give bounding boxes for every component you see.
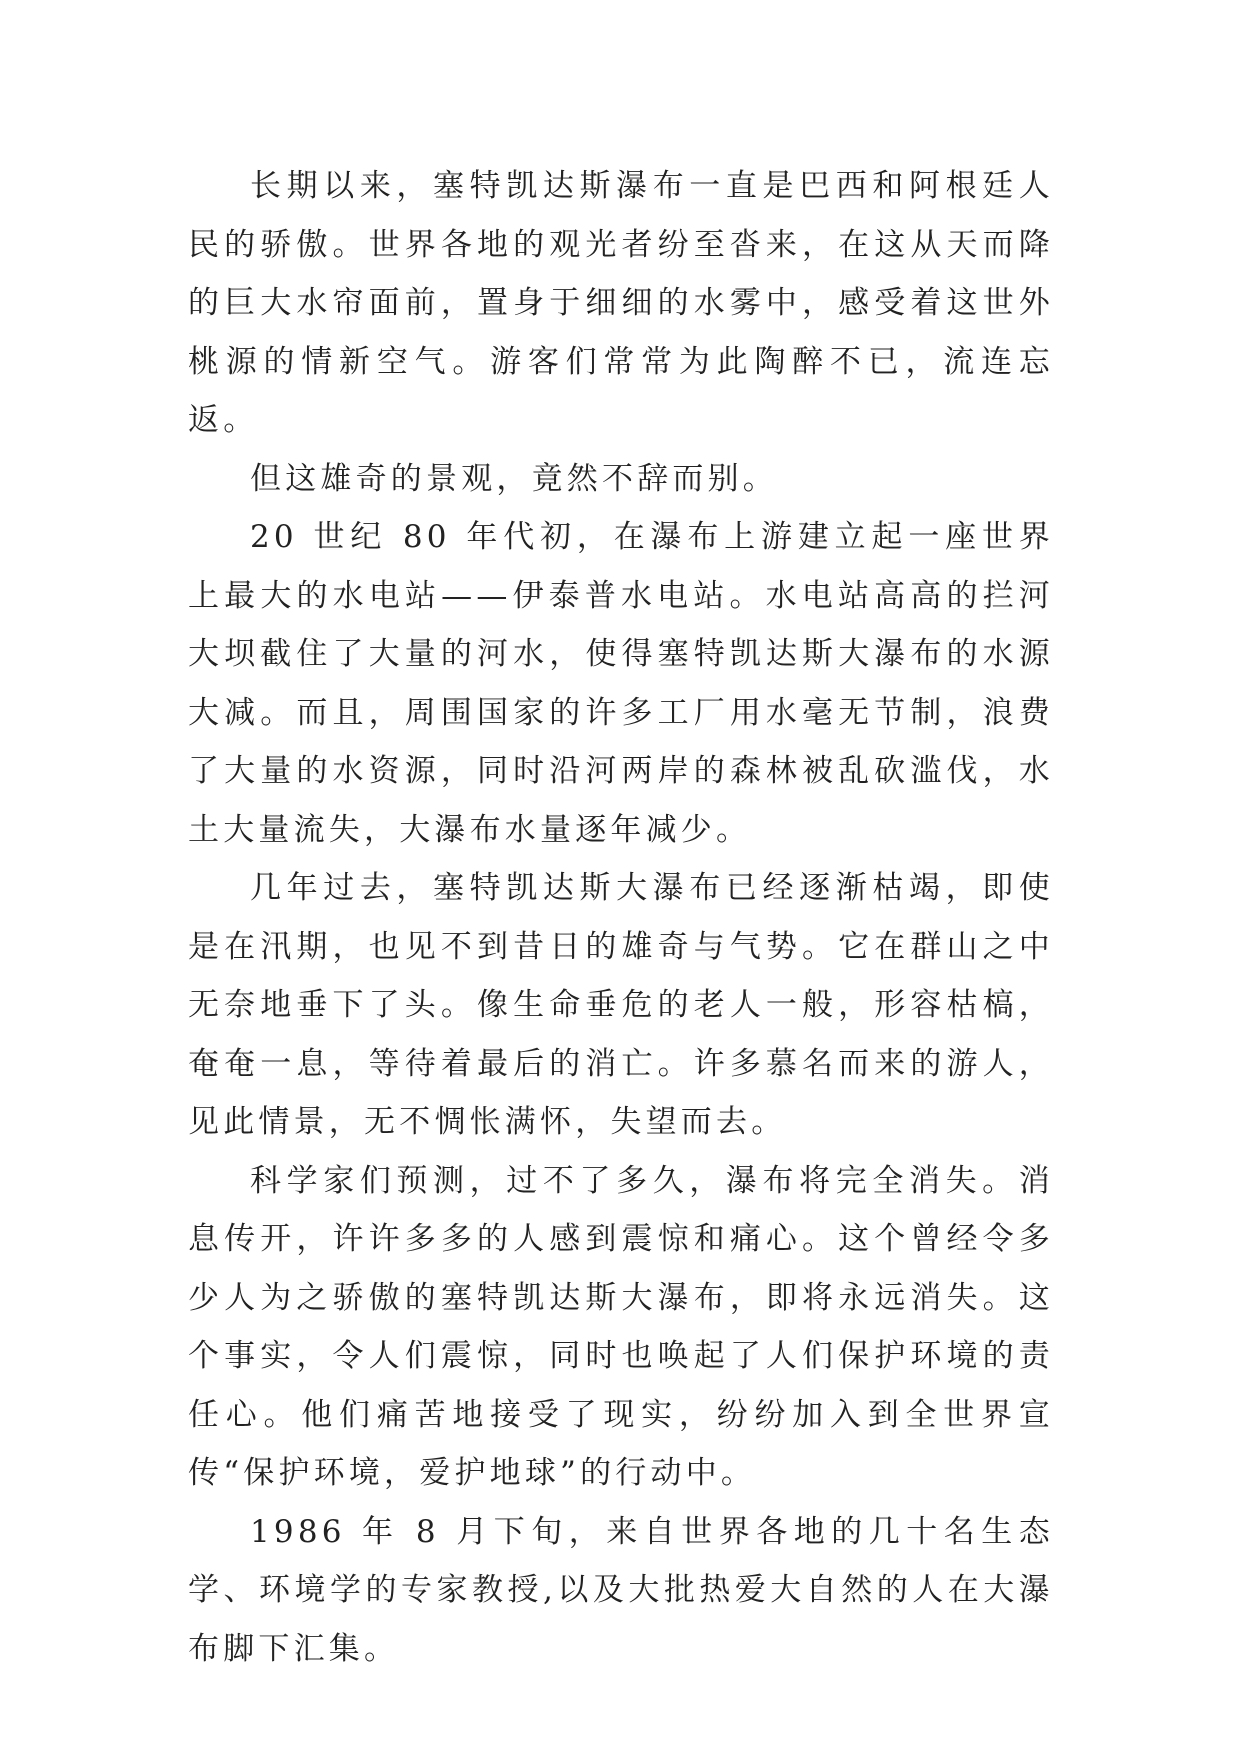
paragraph: 长期以来，塞特凯达斯瀑布一直是巴西和阿根廷人民的骄傲。世界各地的观光者纷至沓来，在这从天而降的巨大水帘面前，置身于细细的水雾中，感受着这世外桃源的情新空气。游客们常常为此陶醉不已，流连忘返。 <box>188 168 1054 438</box>
paragraph: 科学家们预测，过不了多久，瀑布将完全消失。消息传开，许许多多的人感到震惊和痛心。这个曾经令多少人为之骄傲的塞特凯达斯大瀑布，即将永远消失。这个事实，令人们震惊，同时也唤起了人们保护环境的责任心。他们痛苦地接受了现实，纷纷加入到全世界宣传“保护环境，爱护地球”的行动中。 <box>188 1162 1054 1491</box>
paragraph: 20 世纪 80 年代初，在瀑布上游建立起一座世界上最大的水电站——伊泰普水电站。水电站高高的拦河大坝截住了大量的河水，使得塞特凯达斯大瀑布的水源大减。而且，周围国家的许多工厂用水毫无节制，浪费了大量的水资源，同时沿河两岸的森林被乱砍滥伐，水土大量流失，大瀑布水量逐年减少。 <box>188 519 1054 848</box>
article-body <box>188 157 1054 1678</box>
paragraph: 1986 年 8 月下旬，来自世界各地的几十名生态学、环境学的专家教授,以及大批热爱大自然的人在大瀑布脚下汇集。 <box>188 1513 1054 1667</box>
paragraph: 几年过去，塞特凯达斯大瀑布已经逐渐枯竭，即使是在汛期，也见不到昔日的雄奇与气势。它在群山之中无奈地垂下了头。像生命垂危的老人一般，形容枯槁，奄奄一息，等待着最后的消亡。许多慕名而来的游人，见此情景，无不惆怅满怀，失望而去。 <box>188 870 1054 1140</box>
paragraph: 但这雄奇的景观，竟然不辞而别。 <box>250 460 778 497</box>
